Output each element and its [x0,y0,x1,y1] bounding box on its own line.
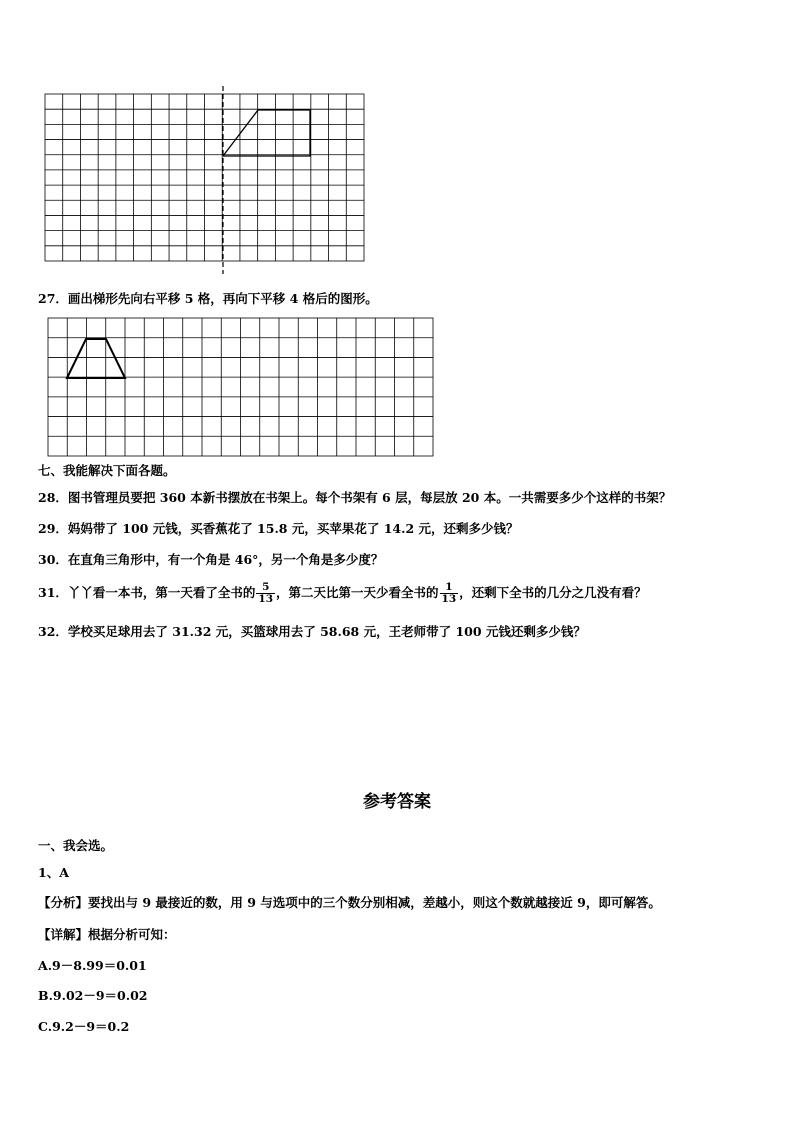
answer-1: 1、A [38,865,69,880]
answer-section-1: 一、我会选。 [38,838,114,853]
option-c-calc: C.9.2－9＝0.2 [38,1019,130,1034]
grid-1 [45,94,364,261]
trapezoid [67,339,125,378]
option-b-calc: B.9.02－9＝0.02 [38,988,148,1003]
answers-title: 参考答案 [363,792,431,812]
fraction-5-13: $\frac{5}{13}$ [258,581,274,605]
section-7-heading: 七、我能解决下面各题。 [38,463,176,478]
fraction-1-13: $\frac{1}{13}$ [441,581,457,605]
question-31: 31．丫丫看一本书，第一天看了全书的 $\frac{5}{13}$ ，第二天比第一天少看全书的 $\frac{1}{13}$ ，还剩下全书的几分之几没有看？ [38,581,647,605]
half-figure [223,110,310,156]
question-29: 29．妈妈带了 100 元钱，买香蕉花了 15.8 元，买苹果花了 14.2 元，还剩多少钱？ [38,521,519,536]
question-30: 30．在直角三角形中，有一个角是 46°，另一个角是多少度？ [38,552,384,567]
detail: 【详解】根据分析可知： [38,927,176,942]
question-28: 28．图书管理员要把 360 本新书摆放在书架上。每个书架有 6 层，每层放 20 本。一共需要多少个这样的书架？ [38,490,672,505]
option-a-calc: A.9－8.99＝0.01 [38,958,147,973]
question-32: 32．学校买足球用去了 31.32 元，买篮球用去了 58.68 元，王老师带了 100 元钱还剩多少钱？ [38,624,586,639]
analysis: 【分析】要找出与 9 最接近的数，用 9 与选项中的三个数分别相减，差越小，则这个数就越接近 9，即可解答。 [38,895,661,910]
question-27: 27．画出梯形先向右平移 5 格，再向下平移 4 格后的图形。 [38,291,378,306]
